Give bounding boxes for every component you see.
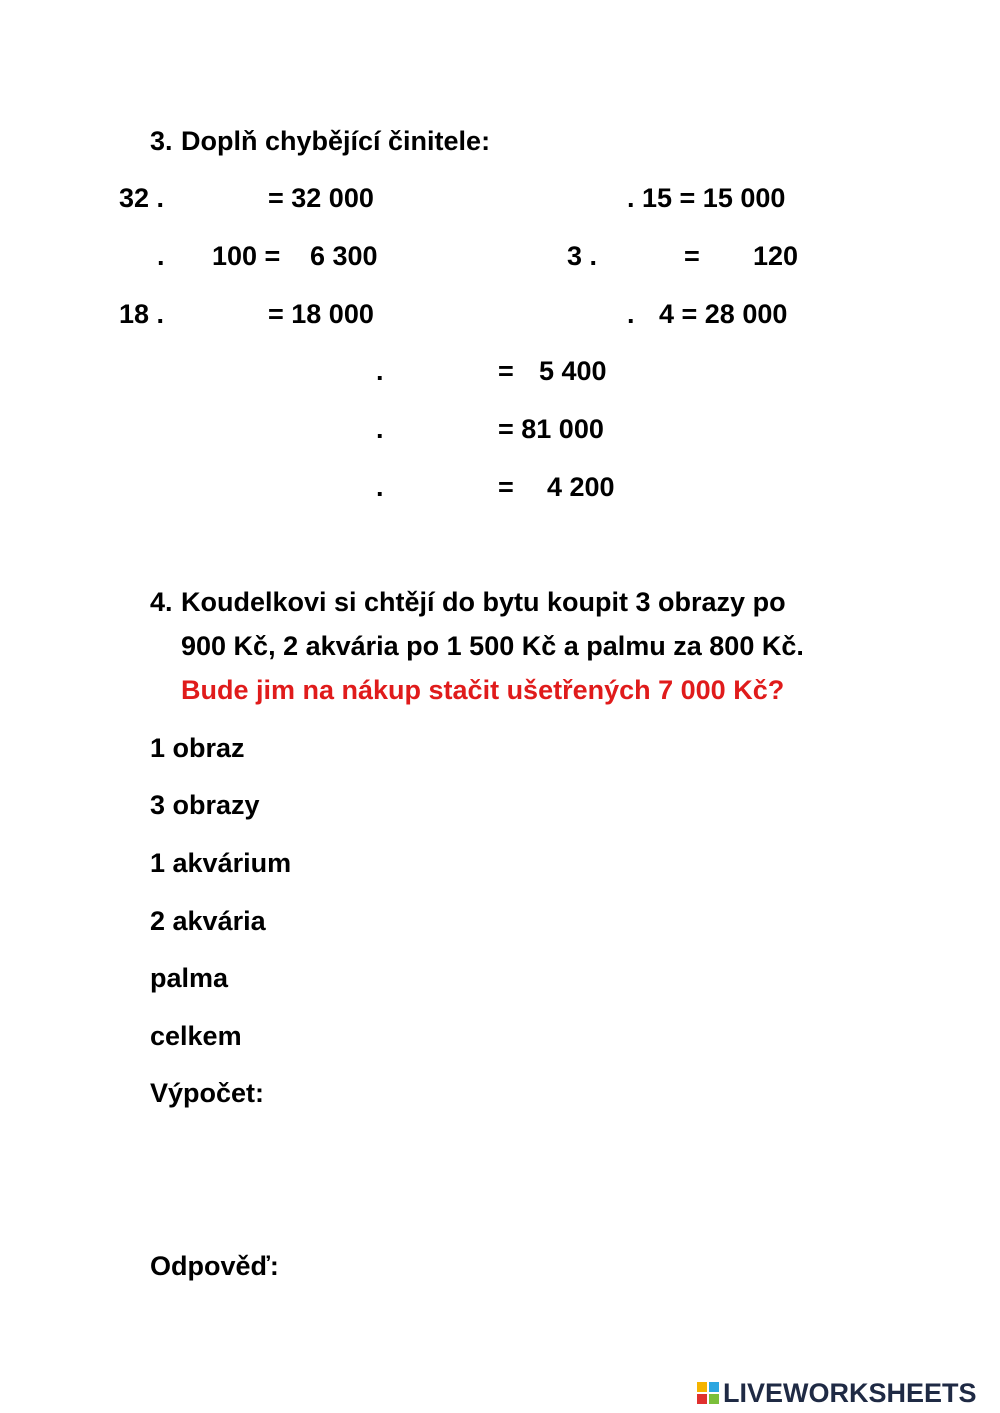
- eq1-left-factor: 32 .: [119, 183, 165, 213]
- eq2-left-result: 6 300: [310, 241, 378, 271]
- liveworksheets-brand-text: LIVEWORKSHEETS: [723, 1377, 977, 1408]
- eq4-dot: .: [376, 356, 384, 386]
- item-palma: palma: [150, 963, 229, 993]
- liveworksheets-logo: [697, 1378, 977, 1408]
- eq5-dot: .: [376, 414, 384, 444]
- eq2-right-result: 120: [753, 241, 799, 271]
- eq2-left-dot: .: [157, 241, 165, 271]
- item-celkem: celkem: [150, 1021, 242, 1051]
- eq6-result: 4 200: [547, 472, 615, 502]
- eq5-result: = 81 000: [498, 414, 604, 444]
- eq3-left-factor: 18 .: [119, 299, 165, 329]
- eq3-left-result: = 18 000: [268, 299, 374, 329]
- answer-label: Odpověď:: [150, 1251, 279, 1281]
- calculation-label: Výpočet:: [150, 1078, 265, 1108]
- task4-question: Bude jim na nákup stačit ušetřených 7 000 Kč?: [181, 675, 785, 705]
- task3-number: 3.: [150, 126, 173, 156]
- eq4-equals: =: [498, 356, 514, 386]
- eq2-left-factor: 100 =: [212, 241, 281, 271]
- eq1-left-result: = 32 000: [268, 183, 374, 213]
- task4-text-line1: Koudelkovi si chtějí do bytu koupit 3 obrazy po: [181, 587, 786, 617]
- task3-title: Doplň chybějící činitele:: [181, 126, 491, 156]
- item-2-akvaria: 2 akvária: [150, 906, 266, 936]
- eq2-right-equals: =: [684, 241, 700, 271]
- eq6-equals: =: [498, 472, 514, 502]
- eq3-right-dot: .: [627, 299, 635, 329]
- item-1-akvarium: 1 akvárium: [150, 848, 292, 878]
- liveworksheets-logo-icon: [697, 1382, 719, 1404]
- item-3-obrazy: 3 obrazy: [150, 790, 260, 820]
- eq4-result: 5 400: [539, 356, 607, 386]
- eq2-right-factor: 3 .: [567, 241, 598, 271]
- task4-number: 4.: [150, 587, 173, 617]
- eq6-dot: .: [376, 472, 384, 502]
- item-1-obraz: 1 obraz: [150, 733, 245, 763]
- eq3-right-result: 4 = 28 000: [659, 299, 788, 329]
- eq1-right: . 15 = 15 000: [627, 183, 786, 213]
- task4-text-line2: 900 Kč, 2 akvária po 1 500 Kč a palmu za 800 Kč.: [181, 631, 804, 661]
